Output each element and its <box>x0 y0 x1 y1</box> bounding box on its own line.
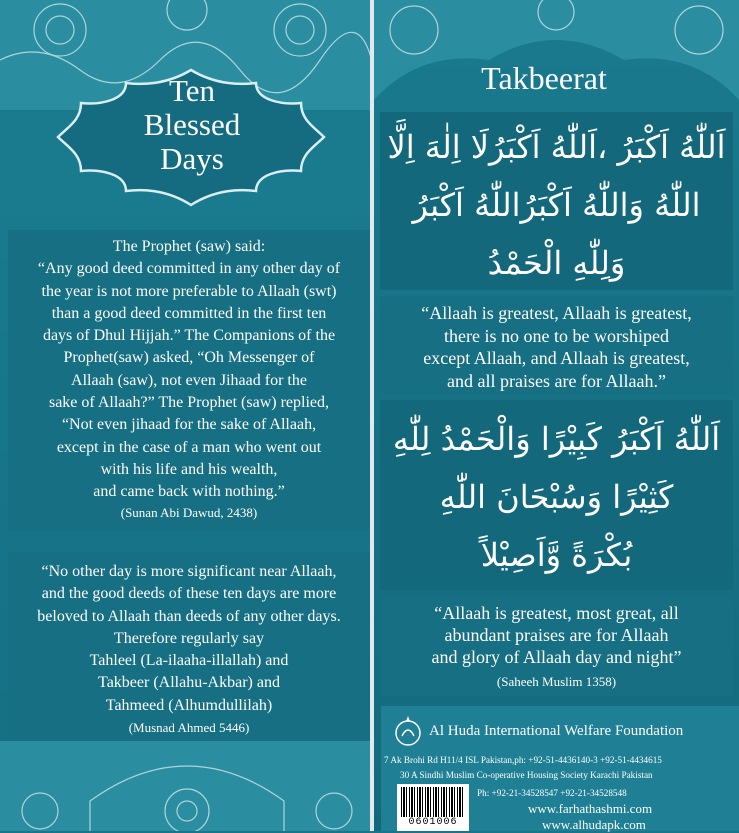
takbeerat-title: Takbeerat <box>481 60 607 96</box>
translation-line: and glory of Allaah day and night” <box>431 647 682 667</box>
arabic-line: اَللّٰهُ اَكْبَرُ ،اَللّٰهُ اَكْبَرُلَا اِلٰهَ اِلَّا <box>387 128 726 166</box>
organization-name: Al Huda International Welfare Foundation <box>429 723 684 739</box>
barcode-bars <box>401 787 465 817</box>
footer <box>381 706 739 831</box>
arabic-line: بُكْرَةً وَّاَصِيْلاً <box>480 536 633 574</box>
title-line: Days <box>160 141 224 176</box>
hadith-line: with his life and his wealth, <box>100 460 278 478</box>
hadith-line: the year is not more preferable to Allaah (swt) <box>41 282 337 300</box>
translation-line: except Allaah, and Allaah is greatest, <box>423 348 690 368</box>
hadith-reference-2: (Musnad Ahmed 5446) <box>128 720 250 735</box>
barcode <box>397 784 469 831</box>
website-link[interactable]: www.farhathashmi.com <box>528 801 653 816</box>
translation-line: abundant praises are for Allaah <box>444 625 669 645</box>
translation-line: there is no one to be worshiped <box>444 325 669 346</box>
hadith-line: Takbeer (Allahu-Akbar) and <box>98 674 280 692</box>
phone-karachi: Ph: +92-21-34528547 +92-21-34528548 <box>477 788 627 798</box>
hadith-line: days of Dhul Hijjah.” The Companions of the <box>42 327 336 345</box>
arabic-takbeer-1 <box>380 118 733 292</box>
hadith-text <box>8 236 370 504</box>
translation-1 <box>380 302 733 392</box>
hadith-text-2 <box>8 561 370 717</box>
hadith-line: beloved to Allaah than deeds of any other days. <box>37 607 341 625</box>
hadith-line: Prophet(saw) asked, “Oh Messenger of <box>63 349 315 367</box>
barcode-number: 0601006 <box>408 817 458 828</box>
address-karachi: 30 A Sindhi Muslim Co-operative Housing Society Karachi Pakistan <box>400 770 653 780</box>
arabic-line: اَللّٰهُ اَكْبَرُ كَبِيْرًا وَالْحَمْدُ لِلّٰهِ <box>392 420 721 458</box>
hadith-line: The Prophet (saw) said: <box>112 238 266 255</box>
hadith-line: “Any good deed committed in any other day of <box>37 260 341 278</box>
arabic-takbeer-2 <box>380 410 733 584</box>
translation-line: “Allaah is greatest, Allaah is greatest, <box>421 303 692 323</box>
hadith-line: Tahmeed (Alhumdullilah) <box>105 696 273 714</box>
arabic-line: كَثِيْرًا وَسُبْحَانَ اللّٰهِ <box>439 478 674 516</box>
translation-2 <box>380 602 733 668</box>
alhuda-logo-icon <box>393 714 423 748</box>
address-islamabad: 7 Ak Brohi Rd H11/4 ISL Pakistan,ph: +92-51-4436140-3 +92-51-4434615 <box>384 755 662 765</box>
hadith-line: except in the case of a man who went out <box>56 438 322 456</box>
ornament-pattern-bottom <box>0 741 374 831</box>
website-link[interactable]: www.alhudapk.com <box>542 817 646 832</box>
hadith-line: Tahleel (La-ilaaha-illallah) and <box>89 652 289 670</box>
hadith-line: Allaah (saw), not even Jihaad for the <box>71 371 307 389</box>
arabic-line: اللّٰهُ وَاللّٰهُ اَكْبَرُاللّٰهُ اَكْبَرُ <box>412 186 701 224</box>
translation-line: and all praises are for Allaah.” <box>447 370 666 391</box>
hadith-line: sake of Allaah?” The Prophet (saw) replied, <box>48 394 330 412</box>
arabic-line: وَلِلّٰهِ الْحَمْدُ <box>487 244 626 282</box>
hadith-line: than a good deed committed in the first ten <box>51 304 327 322</box>
translation-reference: (Saheeh Muslim 1358) <box>496 674 617 689</box>
hadith-line: and came back with nothing.” <box>93 483 285 501</box>
hadith-reference: (Sunan Abi Dawud, 2438) <box>120 505 258 520</box>
title-line: Ten <box>168 73 216 108</box>
translation-line: “Allaah is greatest, most great, all <box>434 603 679 623</box>
hadith-line: “Not even jihaad for the sake of Allaah, <box>61 416 317 434</box>
hadith-line: “No other day is more significant near Allaah, <box>41 563 337 580</box>
hadith-line: Therefore regularly say <box>113 629 265 647</box>
title-line: Blessed <box>143 107 241 142</box>
page-title <box>80 74 304 176</box>
hadith-line: and the good deeds of these ten days are more <box>41 585 337 603</box>
